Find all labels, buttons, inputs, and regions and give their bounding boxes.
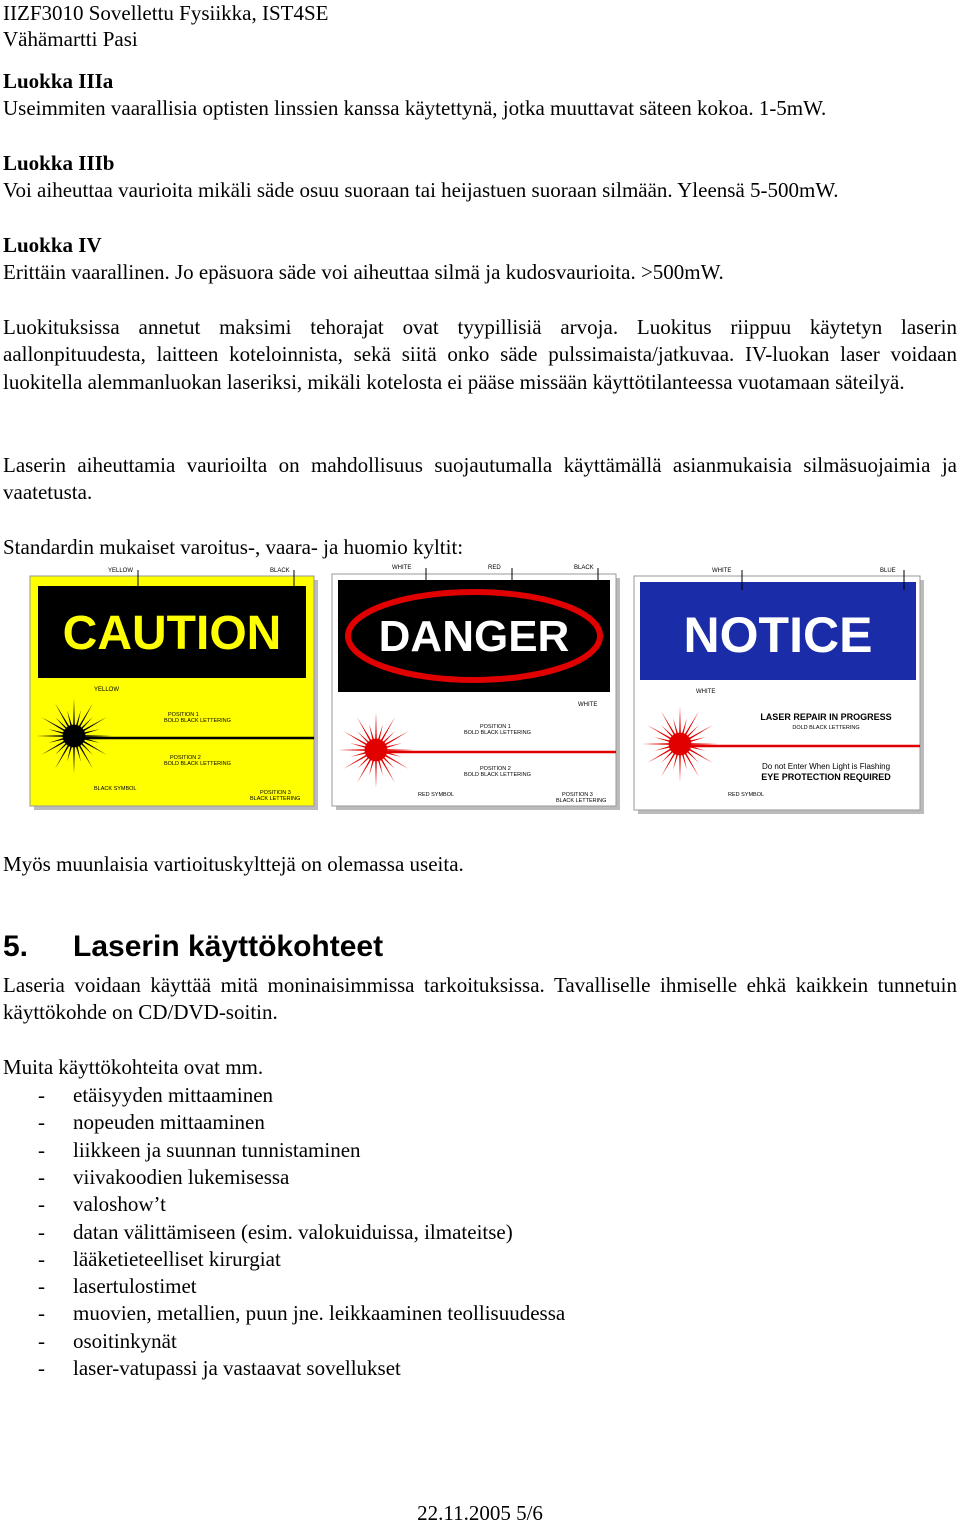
list-item: [38, 1191, 166, 1218]
list-dash: -: [38, 1246, 45, 1271]
caution-label-black: BLACK: [270, 568, 290, 574]
class-title-iiib: Luokka IIIb: [3, 151, 115, 175]
notice-word: NOTICE: [683, 607, 873, 663]
notice-symbol-label: RED SYMBOL: [728, 792, 765, 798]
list-item: [38, 1273, 197, 1300]
paragraph-usage: Laseria voidaan käyttää mitä moninaisimmissa tarkoituksissa. Tavalliselle ihmiselle ehkä kaikkein tunnetuin käyttökohde on CD/DVD-soitin.: [3, 973, 957, 1025]
warning-signs-figure: [28, 560, 928, 822]
danger-sign: [330, 560, 622, 812]
list-item-text: lääketieteelliset kirurgiat: [73, 1246, 281, 1271]
notice-label-blue: BLUE: [880, 568, 896, 574]
section-title: Laserin käyttökohteet: [73, 930, 384, 963]
paragraph-protection: Laserin aiheuttamia vaurioilta on mahdollisuus suojautumalla käyttämällä asianmukaisia silmäsuojaimia ja vaatetusta.: [3, 453, 957, 505]
list-dash: -: [38, 1219, 45, 1244]
list-item: [38, 1109, 265, 1136]
notice-line2: Do not Enter When Light is Flashing: [761, 762, 891, 771]
caution-pos2b: BOLD BLACK LETTERING: [164, 761, 231, 767]
paragraph-power-limits: Luokituksissa annetut maksimi tehorajat ovat tyypillisiä arvoja. Luokitus riippuu käytetyn laserin aallonpituudesta, laitteen koteloinnista, sekä siitä onko säde pulssimaista/jatkuvaa. IV-luokan laser voidaan luokitella alemmanluokan laseriksi, mikäli kotelosta ei pääse missään käyttötilanteessa vuotamaan säteilyä.: [3, 315, 957, 394]
danger-pos1b: BOLD BLACK LETTERING: [464, 730, 531, 736]
caution-label-yellow: YELLOW: [108, 568, 134, 574]
notice-label-white: WHITE: [712, 568, 732, 574]
caution-symbol-label: BLACK SYMBOL: [94, 786, 137, 792]
danger-pos1: POSITION 1: [480, 724, 511, 730]
danger-label-red: RED: [488, 565, 501, 571]
list-item-text: osoitinkynät: [73, 1328, 177, 1353]
class-text-iiib: Voi aiheuttaa vaurioita mikäli säde osuu suoraan tai heijastuen suoraan silmään. Yleensä 5-500mW.: [3, 178, 839, 202]
caution-label-mid: YELLOW: [94, 687, 120, 693]
class-text-iv: Erittäin vaarallinen. Jo epäsuora säde voi aiheuttaa silmä ja kudosvaurioita. >500mW.: [3, 260, 724, 284]
list-dash: -: [38, 1356, 45, 1380]
caution-pos2: POSITION 2: [170, 755, 201, 761]
notice-sign-graphic: [632, 560, 926, 816]
list-item: [38, 1219, 513, 1246]
caution-sign: [28, 560, 320, 812]
caution-pos1b: BOLD BLACK LETTERING: [164, 718, 231, 724]
caution-pos3: POSITION 3: [260, 790, 291, 796]
list-item-text: viivakoodien lukemisessa: [73, 1164, 290, 1189]
danger-sign-graphic: [330, 560, 622, 812]
list-item-text: liikkeen ja suunnan tunnistaminen: [73, 1137, 361, 1162]
danger-label-black: BLACK: [574, 565, 594, 571]
list-item: [38, 1300, 565, 1327]
caution-sign-graphic: [28, 560, 320, 812]
list-item: [38, 1328, 177, 1355]
caution-pos1: POSITION 1: [168, 712, 199, 718]
class-text-iiia: Useimmiten vaarallisia optisten linssien kanssa käytettynä, jotka muuttavat säteen kokoa. 1-5mW.: [3, 96, 827, 120]
notice-label-mid: WHITE: [696, 689, 716, 695]
list-item: [38, 1164, 289, 1191]
list-item-text: datan välittämiseen (esim. valokuiduissa, ilmateitse): [73, 1219, 513, 1244]
notice-line1b: DOLD BLACK LETTERING: [792, 725, 860, 731]
list-item: [38, 1246, 281, 1273]
class-title-iv: Luokka IV: [3, 233, 102, 257]
paragraph-other-signs: Myös muunlaisia vartioituskylttejä on olemassa useita.: [3, 852, 464, 876]
list-item-text: muovien, metallien, puun jne. leikkaaminen teollisuudessa: [73, 1301, 566, 1326]
list-dash: -: [38, 1110, 45, 1135]
notice-line1: LASER REPAIR IN PROGRESS: [760, 712, 892, 722]
list-dash: -: [38, 1164, 45, 1189]
list-item-text: laser-vatupassi ja vastaavat sovellukset: [73, 1356, 401, 1380]
danger-pos3: POSITION 3: [562, 792, 593, 798]
list-dash: -: [38, 1301, 45, 1326]
list-dash: -: [38, 1192, 45, 1217]
danger-symbol-label: RED SYMBOL: [418, 792, 455, 798]
danger-pos3b: BLACK LETTERING: [556, 798, 607, 804]
header-course: IIZF3010 Sovellettu Fysiikka, IST4SE: [3, 1, 329, 25]
page-footer: 22.11.2005 5/6: [417, 1501, 543, 1525]
danger-word: DANGER: [378, 612, 570, 661]
list-item-text: valoshow’t: [73, 1192, 166, 1217]
notice-line3: EYE PROTECTION REQUIRED: [761, 772, 891, 782]
danger-label-mid: WHITE: [578, 702, 598, 708]
danger-label-white: WHITE: [392, 565, 412, 571]
list-dash: -: [38, 1137, 45, 1162]
section-heading: [3, 928, 383, 966]
list-dash: -: [38, 1328, 45, 1353]
danger-pos2: POSITION 2: [480, 766, 511, 772]
list-intro: Muita käyttökohteita ovat mm.: [3, 1055, 264, 1079]
list-item-text: nopeuden mittaaminen: [73, 1110, 265, 1135]
caution-word: CAUTION: [62, 607, 282, 660]
header-author: Vähämartti Pasi: [3, 27, 138, 51]
notice-sign: [632, 560, 926, 816]
section-number: 5.: [3, 930, 29, 963]
list-dash: -: [38, 1083, 45, 1107]
list-item: [38, 1137, 361, 1164]
caution-pos3b: BLACK LETTERING: [250, 796, 301, 802]
danger-pos2b: BOLD BLACK LETTERING: [464, 772, 531, 778]
list-item: [38, 1082, 273, 1109]
list-item-text: lasertulostimet: [73, 1274, 197, 1299]
list-item: [38, 1355, 401, 1382]
signs-intro: Standardin mukaiset varoitus-, vaara- ja huomio kyltit:: [3, 535, 464, 559]
list-dash: -: [38, 1274, 45, 1299]
class-title-iiia: Luokka IIIa: [3, 69, 114, 93]
list-item-text: etäisyyden mittaaminen: [73, 1083, 274, 1107]
